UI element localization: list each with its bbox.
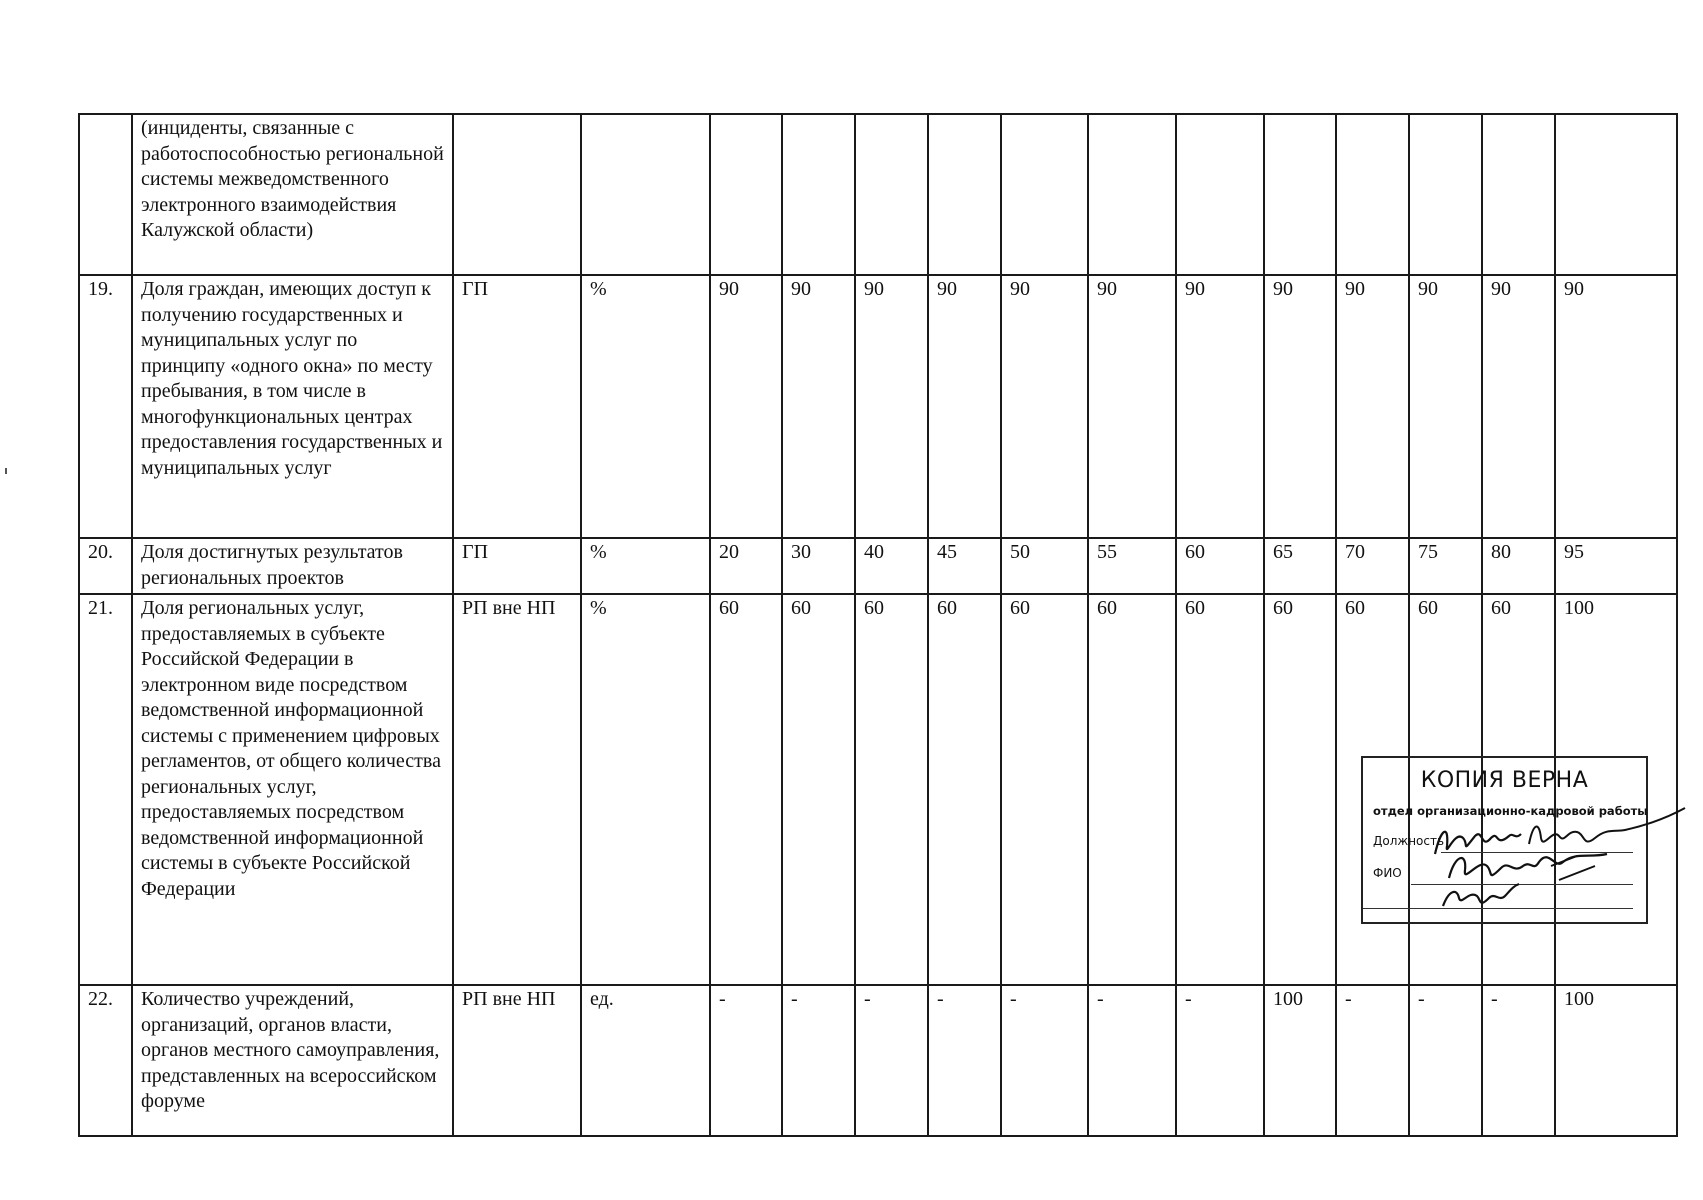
unit	[581, 114, 710, 275]
value-cell	[855, 114, 928, 275]
value-cell: -	[710, 985, 782, 1136]
value-cell: 90	[710, 275, 782, 538]
value-cell: 45	[928, 538, 1001, 594]
value-cell: -	[1001, 985, 1088, 1136]
value-cell: 90	[1176, 275, 1264, 538]
value-cell: 100	[1555, 594, 1677, 985]
value-cell: 90	[1088, 275, 1176, 538]
stamp-position-label: Должность	[1373, 834, 1445, 848]
value-cell: 60	[1176, 538, 1264, 594]
value-cell: 80	[1482, 538, 1555, 594]
unit: %	[581, 538, 710, 594]
value-cell: 100	[1264, 985, 1336, 1136]
value-cell	[1336, 114, 1409, 275]
row-number: 22.	[79, 985, 132, 1136]
value-cell	[1555, 114, 1677, 275]
value-cell: 90	[782, 275, 855, 538]
indicator-name: Доля региональных услуг, предоставляемых в субъекте Российской Федерации в электронном виде посредством ведомственной информационной системы с применением цифровых регламентов, от общего количества региональных услуг, предоставляемых посредством ведомственной информационной системы в субъекте Российской Федерации	[132, 594, 453, 985]
value-cell: 65	[1264, 538, 1336, 594]
value-cell: -	[782, 985, 855, 1136]
value-cell: 90	[1336, 275, 1409, 538]
value-cell: -	[1409, 985, 1482, 1136]
table-row	[79, 114, 1677, 275]
value-cell: 90	[855, 275, 928, 538]
indicators-table	[78, 113, 1678, 1137]
indicator-name: Доля граждан, имеющих доступ к получению государственных и муниципальных услуг по принципу «одного окна» по месту пребывания, в том числе в многофункциональных центрах предоставления государственных и муниципальных услуг	[132, 275, 453, 538]
row-number	[79, 114, 132, 275]
indicator-type: РП вне НП	[453, 985, 581, 1136]
value-cell	[1176, 114, 1264, 275]
row-number: 19.	[79, 275, 132, 538]
value-cell: 30	[782, 538, 855, 594]
value-cell: 40	[855, 538, 928, 594]
value-cell	[1088, 114, 1176, 275]
value-cell	[928, 114, 1001, 275]
value-cell: 70	[1336, 538, 1409, 594]
value-cell	[1482, 114, 1555, 275]
indicator-type: ГП	[453, 538, 581, 594]
unit: %	[581, 275, 710, 538]
value-cell: 60	[1264, 594, 1336, 985]
indicator-name: Доля достигнутых результатов региональных проектов	[132, 538, 453, 594]
unit: %	[581, 594, 710, 985]
value-cell: 60	[1176, 594, 1264, 985]
stamp-title: КОПИЯ ВЕРНА	[1420, 768, 1589, 793]
value-cell: 20	[710, 538, 782, 594]
value-cell	[1409, 114, 1482, 275]
value-cell: 60	[1482, 594, 1555, 985]
row-number: 20.	[79, 538, 132, 594]
value-cell: 60	[1088, 594, 1176, 985]
table-row	[79, 985, 1677, 1136]
value-cell: 60	[1001, 594, 1088, 985]
table-row	[79, 538, 1677, 594]
value-cell	[782, 114, 855, 275]
value-cell: -	[1482, 985, 1555, 1136]
copy-certified-stamp	[1361, 756, 1648, 924]
value-cell: -	[1088, 985, 1176, 1136]
value-cell: 60	[928, 594, 1001, 985]
value-cell: 90	[928, 275, 1001, 538]
value-cell: 60	[855, 594, 928, 985]
value-cell: -	[855, 985, 928, 1136]
indicator-name: Количество учреждений, организаций, органов власти, органов местного самоуправления, представленных на всероссийском форуме	[132, 985, 453, 1136]
value-cell: -	[1176, 985, 1264, 1136]
indicator-name: (инциденты, связанные с работоспособностью региональной системы межведомственного электронного взаимодействия Калужской области)	[132, 114, 453, 275]
value-cell	[1264, 114, 1336, 275]
value-cell: 90	[1001, 275, 1088, 538]
handwritten-signature	[1363, 758, 1693, 928]
value-cell: 75	[1409, 538, 1482, 594]
indicator-type	[453, 114, 581, 275]
value-cell: 60	[1336, 594, 1409, 985]
value-cell: 100	[1555, 985, 1677, 1136]
value-cell: 60	[782, 594, 855, 985]
value-cell: -	[1336, 985, 1409, 1136]
value-cell: 90	[1409, 275, 1482, 538]
indicator-type: РП вне НП	[453, 594, 581, 985]
stamp-fio-label: ФИО	[1373, 866, 1402, 880]
value-cell: 90	[1482, 275, 1555, 538]
value-cell: 90	[1264, 275, 1336, 538]
value-cell	[710, 114, 782, 275]
indicator-type: ГП	[453, 275, 581, 538]
value-cell: 60	[1409, 594, 1482, 985]
value-cell: 95	[1555, 538, 1677, 594]
value-cell	[1001, 114, 1088, 275]
value-cell: 50	[1001, 538, 1088, 594]
scan-speck	[5, 468, 7, 474]
stamp-department: отдел организационно-кадровой работы	[1373, 804, 1648, 818]
unit: ед.	[581, 985, 710, 1136]
value-cell: -	[928, 985, 1001, 1136]
value-cell: 90	[1555, 275, 1677, 538]
table-row	[79, 275, 1677, 538]
value-cell: 60	[710, 594, 782, 985]
value-cell: 55	[1088, 538, 1176, 594]
row-number: 21.	[79, 594, 132, 985]
